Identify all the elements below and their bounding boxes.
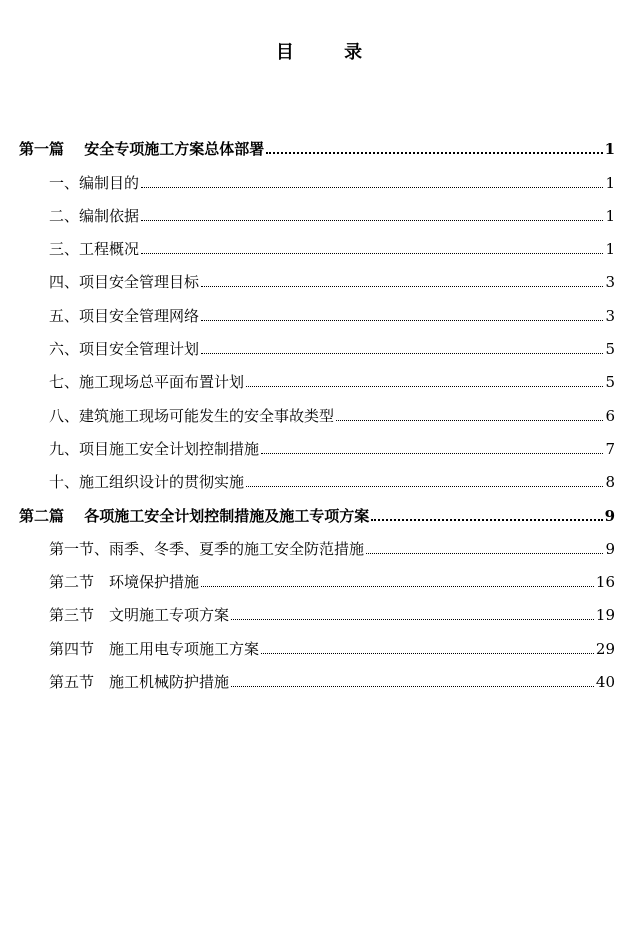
toc-entry-label: 第二节 环境保护措施 <box>49 573 200 592</box>
table-of-contents <box>19 130 615 696</box>
toc-entry[interactable] <box>19 330 615 363</box>
toc-entry-page: 19 <box>595 606 615 625</box>
toc-entry-page: 9 <box>605 539 615 558</box>
toc-entry[interactable] <box>19 530 615 563</box>
toc-entry[interactable] <box>19 629 615 662</box>
toc-entry-label: 八、建筑施工现场可能发生的安全事故类型 <box>49 406 335 425</box>
toc-entry[interactable] <box>19 663 615 696</box>
toc-entry-label: 第二篇 各项施工安全计划控制措施及施工专项方案 <box>19 506 370 525</box>
toc-entry[interactable] <box>19 130 615 163</box>
toc-entry[interactable] <box>19 163 615 196</box>
toc-entry-page: 1 <box>605 206 615 225</box>
toc-entry[interactable] <box>19 463 615 496</box>
toc-entry[interactable] <box>19 396 615 429</box>
dot-leader <box>261 453 603 454</box>
toc-entry-label: 第五节 施工机械防护措施 <box>49 673 230 692</box>
toc-entry-page: 40 <box>595 673 615 692</box>
toc-entry[interactable] <box>19 296 615 329</box>
dot-leader <box>366 553 603 554</box>
toc-entry[interactable] <box>19 430 615 463</box>
toc-entry-page: 8 <box>605 473 615 492</box>
toc-entry-page: 3 <box>605 273 615 292</box>
dot-leader <box>201 586 594 587</box>
toc-entry[interactable] <box>19 230 615 263</box>
dot-leader <box>141 253 603 254</box>
toc-entry[interactable] <box>19 596 615 629</box>
toc-entry-label: 七、施工现场总平面布置计划 <box>49 373 245 392</box>
toc-entry-label: 第一篇 安全专项施工方案总体部署 <box>19 140 265 159</box>
dot-leader <box>201 320 603 321</box>
page-title: 目 录 <box>275 42 385 63</box>
toc-entry-page: 5 <box>605 373 615 392</box>
toc-entry-label: 二、编制依据 <box>49 206 140 225</box>
dot-leader <box>231 686 594 687</box>
toc-entry[interactable] <box>19 363 615 396</box>
dot-leader <box>371 519 602 521</box>
toc-entry-page: 6 <box>605 406 615 425</box>
dot-leader <box>266 152 602 154</box>
dot-leader <box>231 619 594 620</box>
toc-entry-label: 十、施工组织设计的贯彻实施 <box>49 473 245 492</box>
toc-entry[interactable] <box>19 263 615 296</box>
toc-entry-label: 第三节 文明施工专项方案 <box>49 606 230 625</box>
toc-entry-page: 5 <box>605 340 615 359</box>
toc-entry-page: 1 <box>604 140 615 159</box>
dot-leader <box>201 286 603 287</box>
toc-entry-page: 16 <box>595 573 615 592</box>
dot-leader <box>201 353 603 354</box>
toc-entry-label: 四、项目安全管理目标 <box>49 273 200 292</box>
toc-entry-page: 7 <box>605 439 615 458</box>
toc-entry-label: 三、工程概况 <box>49 240 140 259</box>
dot-leader <box>141 187 603 188</box>
toc-entry-label: 九、项目施工安全计划控制措施 <box>49 439 260 458</box>
toc-entry[interactable] <box>19 197 615 230</box>
dot-leader <box>336 420 603 421</box>
toc-entry-page: 29 <box>595 639 615 658</box>
toc-entry-page: 3 <box>605 306 615 325</box>
toc-entry-label: 六、项目安全管理计划 <box>49 340 200 359</box>
dot-leader <box>246 486 603 487</box>
toc-entry-label: 一、编制目的 <box>49 173 140 192</box>
toc-entry[interactable] <box>19 496 615 529</box>
dot-leader <box>261 653 594 654</box>
toc-entry-page: 1 <box>605 240 615 259</box>
toc-entry-label: 第一节、雨季、冬季、夏季的施工安全防范措施 <box>49 539 365 558</box>
toc-entry-label: 第四节 施工用电专项施工方案 <box>49 639 260 658</box>
toc-entry-label: 五、项目安全管理网络 <box>49 306 200 325</box>
dot-leader <box>246 386 603 387</box>
dot-leader <box>141 220 603 221</box>
toc-entry-page: 1 <box>605 173 615 192</box>
toc-entry[interactable] <box>19 563 615 596</box>
toc-entry-page: 9 <box>604 506 615 525</box>
